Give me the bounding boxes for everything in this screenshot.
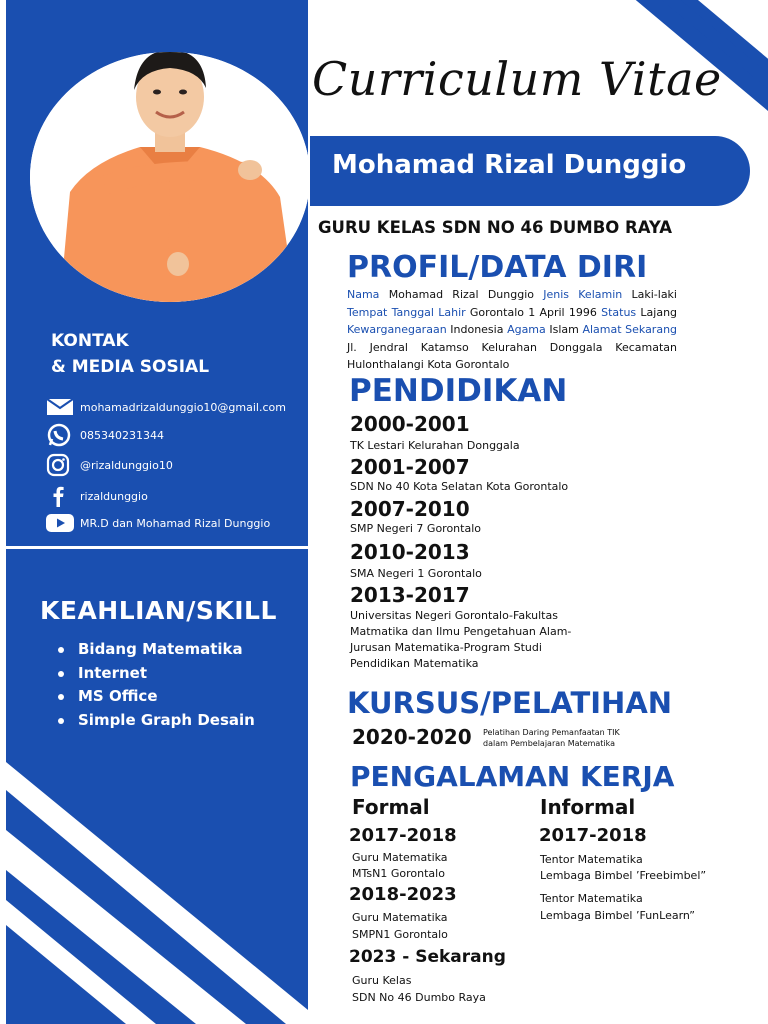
profile-photo — [30, 52, 310, 302]
course-desc-line: Pelatihan Daring Pemanfaatan TIK — [483, 728, 620, 737]
work-formal-heading: Formal — [352, 795, 430, 819]
contact-phone-text: 085340231344 — [80, 428, 164, 442]
contact-facebook[interactable] — [46, 485, 148, 507]
work-years: 2017-2018 — [349, 825, 457, 846]
profile-value: Jl. Jendral Katamso Kelurahan Donggala Kecamatan Hulonthalangi Kota Gorontalo — [347, 340, 677, 371]
profile-label: Nama — [347, 288, 380, 301]
skill-item: Internet — [58, 662, 255, 686]
education-desc: SMP Negeri 7 Gorontalo — [350, 522, 481, 535]
education-desc: Universitas Negeri Gorontalo-Fakultas Matmatika dan Ilmu Pengetahuan Alam-Jurusan Matematika-Program Studi Pendidikan Matematika — [350, 609, 572, 670]
education-desc: SMA Negeri 1 Gorontalo — [350, 567, 482, 580]
education-years: 2010-2013 — [350, 540, 470, 564]
person-name: Mohamad Rizal Dunggio — [332, 150, 687, 180]
work-desc: Lembaga Bimbel ’Freebimbel” — [540, 869, 707, 882]
whatsapp-icon — [46, 424, 76, 446]
profile-label: Kewarganegaraan — [347, 323, 447, 336]
work-desc: MTsN1 Gorontalo — [352, 867, 445, 880]
contact-email-text: mohamadrizaldunggio10@gmail.com — [80, 400, 286, 414]
name-banner — [310, 136, 750, 206]
education-years: 2007-2010 — [350, 497, 470, 521]
profile-label: Agama — [507, 323, 546, 336]
education-desc: SDN No 40 Kota Selatan Kota Gorontalo — [350, 480, 569, 493]
page-title: Curriculum Vitae — [312, 52, 722, 106]
profile-text — [347, 286, 677, 374]
youtube-icon — [46, 512, 76, 534]
work-heading: PENGALAMAN KERJA — [350, 760, 675, 793]
work-desc: Tentor Matematika — [540, 892, 643, 905]
profile-label: Jenis Kelamin — [543, 288, 623, 301]
work-desc: Guru Matematika — [352, 911, 448, 924]
contact-facebook-text: rizaldunggio — [80, 489, 148, 503]
profile-value: Mohamad Rizal Dunggio — [388, 288, 534, 301]
courses-heading: KURSUS/PELATIHAN — [347, 686, 673, 720]
skills-heading: KEAHLIAN/SKILL — [40, 596, 277, 625]
skills-list — [58, 638, 255, 732]
education-years: 2013-2017 — [350, 583, 470, 607]
work-desc: Guru Matematika — [352, 851, 448, 864]
profile-value: Islam — [549, 323, 579, 336]
course-desc-line: dalam Pembelajaran Matematika — [483, 739, 616, 748]
contact-youtube[interactable] — [46, 512, 270, 534]
work-desc: Guru Kelas — [352, 974, 412, 987]
education-desc: TK Lestari Kelurahan Donggala — [350, 439, 520, 452]
course-desc — [483, 727, 683, 749]
profile-label: Alamat Sekarang — [582, 323, 678, 336]
work-desc: SMPN1 Gorontalo — [352, 928, 448, 941]
contact-heading — [51, 328, 209, 380]
profile-value: Gorontalo 1 April 1996 — [469, 305, 597, 319]
person-illustration — [30, 52, 310, 302]
profile-value: Laki-laki — [631, 288, 677, 301]
profile-label: Status — [601, 305, 637, 319]
facebook-icon — [46, 485, 76, 507]
profile-value: Lajang — [640, 305, 678, 319]
education-years: 2001-2007 — [350, 455, 470, 479]
skill-item: Bidang Matematika — [58, 638, 255, 662]
contact-phone[interactable] — [46, 424, 164, 446]
email-icon — [46, 396, 76, 418]
profile-heading: PROFIL/DATA DIRI — [347, 250, 648, 285]
contact-instagram-text: @rizaldunggio10 — [80, 458, 173, 472]
course-years: 2020-2020 — [352, 725, 472, 749]
education-heading: PENDIDIKAN — [349, 373, 568, 409]
work-desc: Tentor Matematika — [540, 853, 643, 866]
work-years: 2023 - Sekarang — [349, 947, 506, 967]
work-years: 2017-2018 — [539, 825, 647, 846]
job-title: GURU KELAS SDN NO 46 DUMBO RAYA — [318, 218, 673, 237]
skill-item: MS Office — [58, 685, 255, 709]
instagram-icon — [46, 454, 76, 476]
contact-heading-line2: & MEDIA SOSIAL — [51, 357, 210, 377]
work-desc: Lembaga Bimbel ’FunLearn” — [540, 909, 695, 922]
profile-value: Indonesia — [450, 323, 504, 336]
work-desc: SDN No 46 Dumbo Raya — [352, 991, 486, 1004]
work-informal-heading: Informal — [540, 795, 636, 819]
skill-item: Simple Graph Desain — [58, 709, 255, 733]
profile-label: Tempat Tanggal Lahir — [347, 305, 466, 319]
contact-email[interactable] — [46, 396, 286, 418]
work-years: 2018-2023 — [349, 884, 457, 905]
contact-heading-line1: KONTAK — [51, 331, 129, 351]
education-years: 2000-2001 — [350, 412, 470, 436]
contact-youtube-text: MR.D dan Mohamad Rizal Dunggio — [80, 516, 271, 530]
contact-instagram[interactable] — [46, 454, 173, 476]
